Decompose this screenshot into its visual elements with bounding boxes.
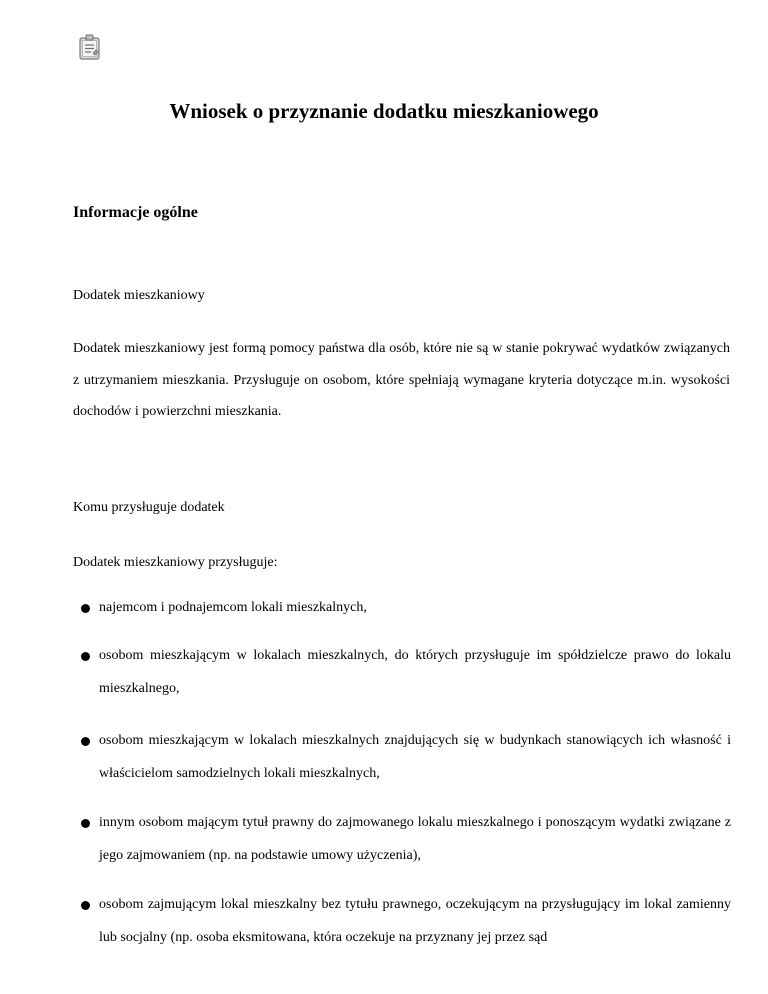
section-heading: Informacje ogólne xyxy=(73,204,198,221)
list-item xyxy=(99,807,731,872)
subheading-dodatek: Dodatek mieszkaniowy xyxy=(73,288,205,303)
bullet-icon xyxy=(81,652,90,661)
list-item xyxy=(99,592,731,625)
list-item-text: najemcom i podnajemcom lokali mieszkalnych, xyxy=(99,600,367,615)
subheading-komu: Komu przysługuje dodatek xyxy=(73,500,225,515)
document-clipboard-icon xyxy=(77,33,103,61)
bullet-icon xyxy=(81,604,90,613)
list-item xyxy=(99,640,731,705)
list-item xyxy=(99,889,731,954)
list-item-text: osobom mieszkającym w lokalach mieszkalnych znajdujących się w budynkach stanowiących ich własność i właścicielom samodzielnych lokali mieszkalnych, xyxy=(99,733,731,781)
list-item-text: osobom zajmującym lokal mieszkalny bez tytułu prawnego, oczekującym na przysługujący im lokal zamienny lub socjalny (np. osoba eksmitowana, która oczekuje na przyznany jej przez sąd xyxy=(99,897,731,945)
list-item xyxy=(99,725,731,790)
paragraph-intro: Dodatek mieszkaniowy jest formą pomocy państwa dla osób, które nie są w stanie pokrywać wydatków związanych z utrzymaniem mieszkania. Przysługuje on osobom, które spełniają wymagane kryteria dotyczące m.in. wysokości dochodów i powierzchni mieszkania. xyxy=(73,341,730,419)
bullet-icon xyxy=(81,819,90,828)
list-item-text: osobom mieszkającym w lokalach mieszkalnych, do których przysługuje im spółdzielcze prawo do lokalu mieszkalnego, xyxy=(99,648,731,696)
bullet-icon xyxy=(81,901,90,910)
page-title: Wniosek o przyznanie dodatku mieszkaniowego xyxy=(169,99,599,123)
list-intro: Dodatek mieszkaniowy przysługuje: xyxy=(73,555,278,570)
bullet-icon xyxy=(81,737,90,746)
list-item-text: innym osobom mającym tytuł prawny do zajmowanego lokalu mieszkalnego i ponoszącym wydatki związane z jego zajmowaniem (np. na podstawie umowy użyczenia), xyxy=(99,815,731,863)
